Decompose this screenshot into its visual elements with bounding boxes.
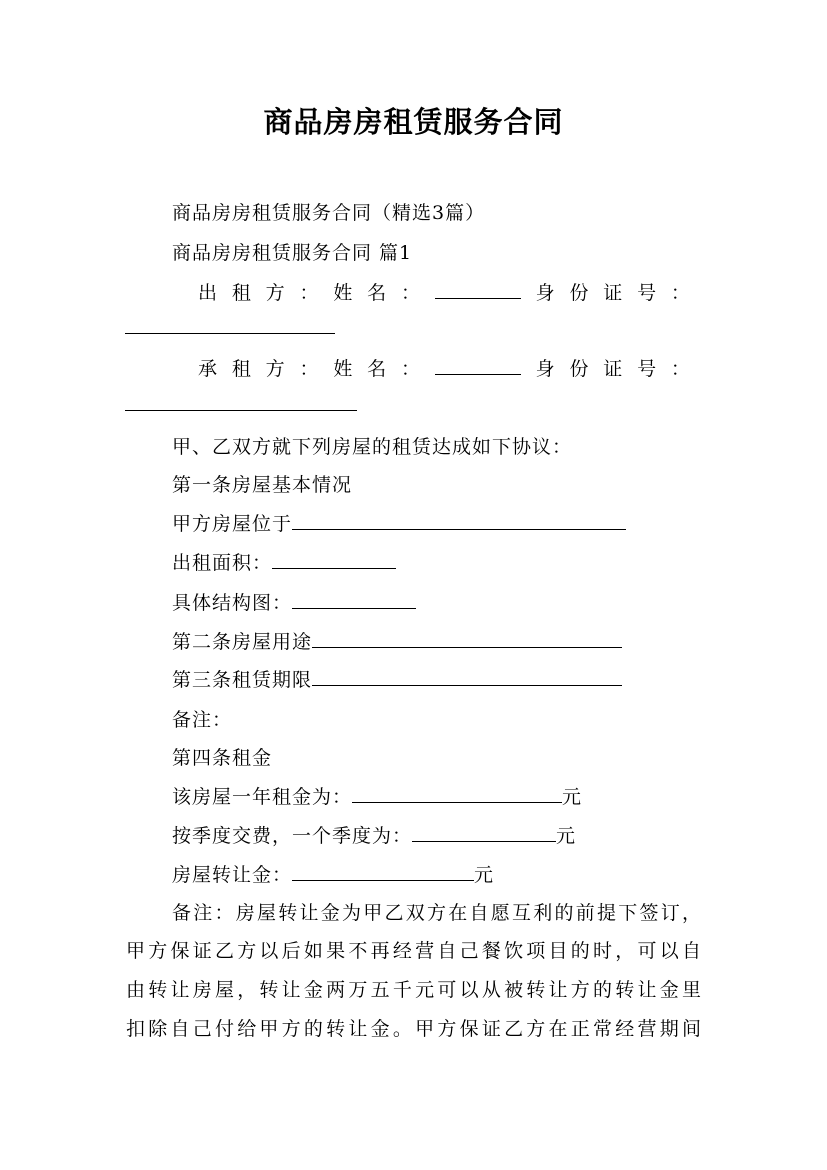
lessee-char: 承 — [198, 358, 218, 380]
lessor-line — [198, 278, 690, 305]
area-label: 出租面积： — [172, 552, 273, 574]
remark-label: 备注： — [172, 709, 233, 731]
yuan-unit: 元 — [556, 825, 577, 847]
note-line: 由转让房屋，转让金两万五千元可以从被转让方的转让金里 — [126, 979, 702, 1001]
lessor-char: 租 — [231, 282, 251, 304]
note-line: 甲方保证乙方以后如果不再经营自己餐饮项目的时，可以自 — [126, 940, 702, 962]
lessor-char: 姓 — [333, 282, 353, 304]
location-line — [172, 509, 626, 536]
annual-rent-blank — [352, 784, 562, 803]
lessee-id-blank — [125, 410, 357, 411]
structure-line — [172, 588, 416, 615]
article-2-heading: 第二条房屋用途 — [172, 631, 313, 653]
article-2-line — [172, 627, 622, 654]
area-blank — [272, 550, 396, 569]
lessor-char: ： — [400, 282, 420, 304]
note-line: 备注：房屋转让金为甲乙双方在自愿互利的前提下签订， — [172, 902, 702, 924]
lessor-char: ： — [670, 282, 690, 304]
transfer-fee-blank — [292, 862, 474, 881]
lessor-char: 号 — [637, 282, 657, 304]
location-blank — [292, 511, 626, 530]
lessee-char: 名 — [367, 358, 387, 380]
article-4-heading: 第四条租金 — [172, 747, 273, 769]
quarter-fee-line — [172, 821, 576, 848]
document-title: 商品房房租赁服务合同 — [263, 105, 564, 139]
lessee-char: ： — [670, 358, 690, 380]
lessee-line — [198, 354, 690, 381]
article-3-line — [172, 665, 622, 692]
article-1-heading: 第一条房屋基本情况 — [172, 474, 353, 496]
lessee-char: ： — [400, 358, 420, 380]
term-blank — [312, 667, 622, 686]
yuan-unit: 元 — [474, 864, 495, 886]
structure-blank — [292, 590, 416, 609]
note-line: 扣除自己付给甲方的转让金。甲方保证乙方在正常经营期间 — [126, 1018, 702, 1040]
lessee-char: 方 — [265, 358, 285, 380]
lessee-char: 姓 — [333, 358, 353, 380]
lessee-char: 份 — [569, 358, 589, 380]
location-label: 甲方房屋位于 — [172, 513, 293, 535]
lessor-name-blank — [435, 280, 521, 299]
article-3-heading: 第三条租赁期限 — [172, 669, 313, 691]
lessor-char: 名 — [367, 282, 387, 304]
lessor-char: 方 — [265, 282, 285, 304]
transfer-fee-line — [172, 860, 494, 887]
lessor-char: 份 — [569, 282, 589, 304]
structure-label: 具体结构图： — [172, 592, 293, 614]
quarter-fee-label: 按季度交费，一个季度为： — [172, 825, 413, 847]
area-line — [172, 548, 396, 575]
intro-text: 甲、乙双方就下列房屋的租赁达成如下协议： — [172, 436, 573, 458]
lessor-char: 出 — [198, 282, 218, 304]
lessee-name-blank — [435, 356, 521, 375]
lessor-char: ： — [299, 282, 319, 304]
quarter-fee-blank — [412, 823, 556, 842]
annual-rent-line — [172, 782, 582, 809]
lessee-char: 身 — [535, 358, 555, 380]
lessor-char: 身 — [535, 282, 555, 304]
transfer-fee-label: 房屋转让金： — [172, 864, 293, 886]
lessee-char: 证 — [603, 358, 623, 380]
lessee-char: ： — [299, 358, 319, 380]
annual-rent-label: 该房屋一年租金为： — [172, 786, 353, 808]
yuan-unit: 元 — [562, 786, 583, 808]
lessee-char: 号 — [637, 358, 657, 380]
lessor-char: 证 — [603, 282, 623, 304]
lessor-id-blank — [125, 333, 335, 334]
usage-blank — [312, 629, 622, 648]
section-heading: 商品房房租赁服务合同 篇1 — [172, 242, 413, 264]
lessee-char: 租 — [231, 358, 251, 380]
subtitle: 商品房房租赁服务合同（精选3篇） — [172, 202, 486, 224]
